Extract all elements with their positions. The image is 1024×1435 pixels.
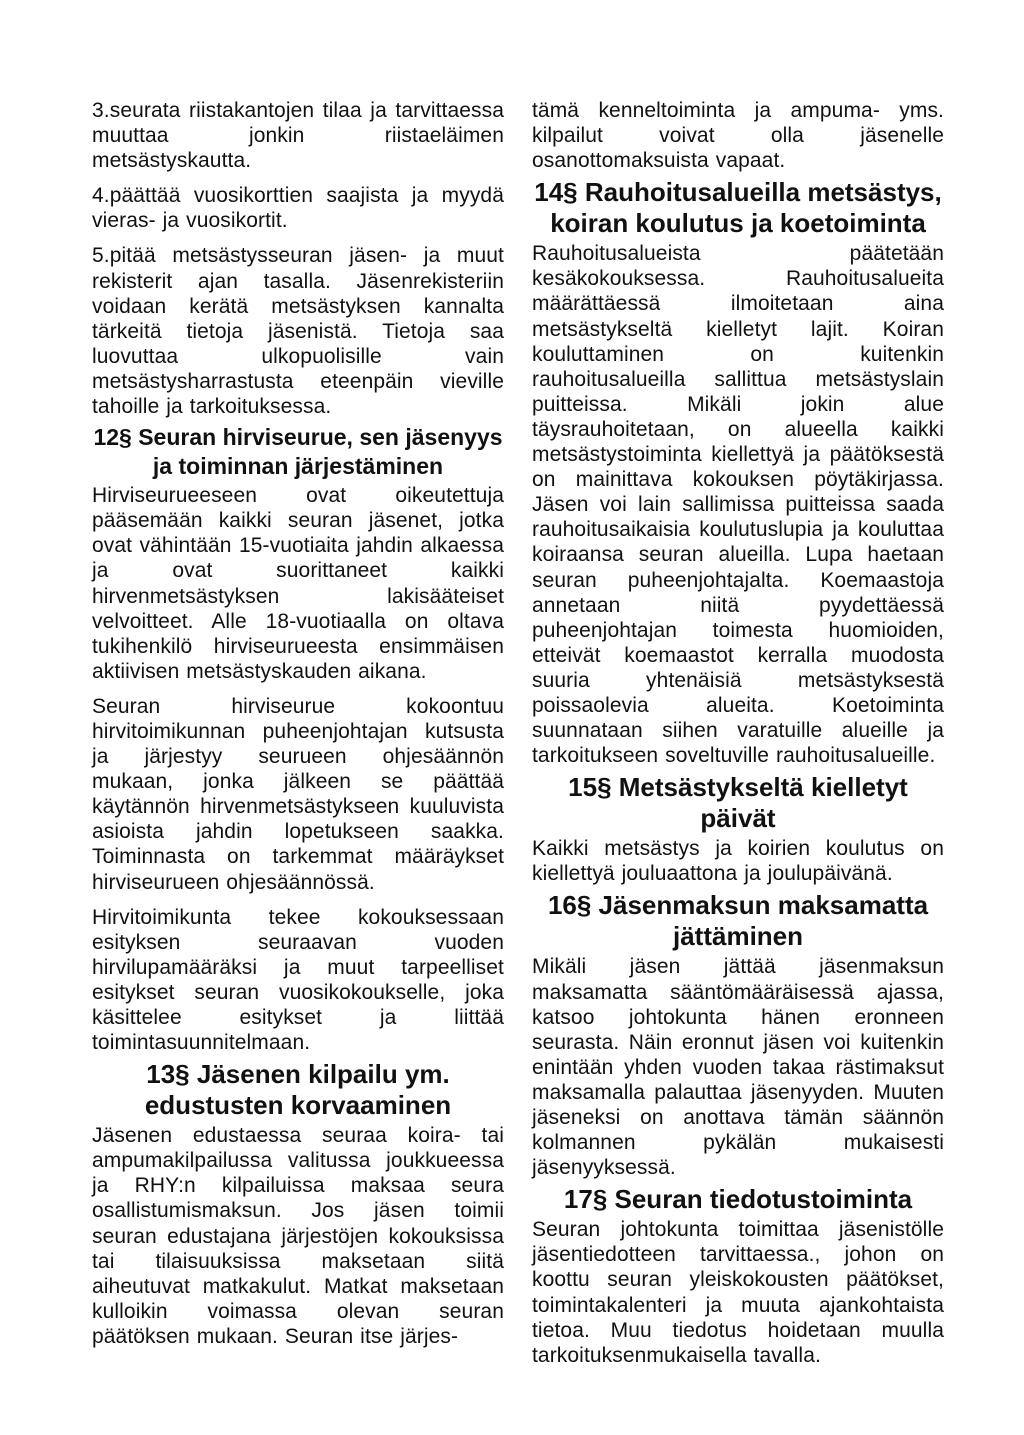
section-15-paragraph: Kaikki metsästys ja koirien koulutus on kiellettyä jouluaattona ja joulupäivänä. [532, 837, 944, 886]
section-13-paragraph: Jäsenen edustaessa seuraa koira- tai ampumakilpailussa valitussa joukkueessa ja RHY:n kilpailuissa maksaa seura osallistumismaksun. Jos jäsen toimii seuran edustajana järjestöjen kokouksissa tai tilaisuuksissa maksetaan siitä aiheutuvat matkakulut. Matkat maksetaan kulloikin voimassa olevan seuran päätöksen mukaan. Seuran itse järjes- [92, 1124, 504, 1348]
section-14-paragraph: Rauhoitusalueista päätetään kesäkokouksessa. Rauhoitusalueita määrättäessä ilmoitetaan aina metsästykseltä kielletyt lajit. Koiran kouluttaminen on kuitenkin rauhoitusalueilla sallittua metsästyslain puitteissa. Mikäli jokin alue täysrauhoitetaan, on alueella kaikki metsästystoiminta kiellettyä ja päätöksestä on mainittava kokouksen pöytäkirjassa. Jäsen voi lain sallimissa puitteissa saada rauhoitusaikaisia koulutuslupia ja kouluttaa koiraansa seuran alueilla. Lupa haetaan seuran puheenjohtajalta. Koemaastoja annetaan niitä pyydettäessä puheenjohtajan toimesta huomioiden, etteivät koemaastot kerralla muodosta suuria yhtenäisiä metsästyksestä poissaolevia alueita. Koetoiminta suunnataan siihen varatuille alueille ja tarkoitukseen soveltuville rauhoitusalueille. [532, 242, 944, 768]
item-3: 3.seurata riistakantojen tilaa ja tarvittaessa muuttaa jonkin riistaeläimen metsästyskautta. [92, 99, 504, 173]
left-column [92, 98, 504, 1349]
section-15-heading: 15§ Metsästykseltä kielletyt päivät [568, 772, 908, 834]
section-17-heading: 17§ Seuran tiedotustoiminta [563, 1184, 913, 1215]
section-13-continuation: tämä kenneltoiminta ja ampuma- yms. kilpailut voivat olla jäsenelle osanottomaksuista vapaat. [532, 99, 944, 173]
section-13-heading: 13§ Jäsenen kilpailu ym. edustusten korvaaminen [144, 1059, 452, 1121]
section-12-paragraph-1: Hirviseurueeseen ovat oikeutettuja pääsemään kaikki seuran jäsenet, jotka ovat vähintään 15-vuotiaita jahdin alkaessa ja ovat suorittaneet kaikki hirvenmetsästyksen lakisääteiset velvoitteet. Alle 18-vuotiaalla on oltava tukihenkilö hirviseurueesta ensimmäisen aktiivisen metsästyskauden aikana. [92, 484, 504, 683]
section-12-heading: 12§ Seuran hirviseurue, sen jäsenyys ja toiminnan järjestäminen [93, 424, 503, 480]
section-16-heading: 16§ Jäsenmaksun maksamatta jättäminen [547, 890, 929, 952]
section-14-heading: 14§ Rauhoitusalueilla metsästys, koiran koulutus ja koetoiminta [534, 177, 942, 239]
right-column [532, 98, 944, 1368]
section-16-paragraph: Mikäli jäsen jättää jäsenmaksun maksamatta sääntömääräisessä ajassa, katsoo johtokunta hänen eronneen seurasta. Näin eronnut jäsen voi kuitenkin enintään yhden vuoden takaa rästimaksut maksamalla palauttaa jäsenyyden. Muuten jäseneksi on anottava tämän säännön kolmannen pykälän mukaisesti jäsenyyksessä. [532, 955, 944, 1180]
section-12-paragraph-3: Hirvitoimikunta tekee kokouksessaan esityksen seuraavan vuoden hirvilupamääräksi ja muut tarpeelliset esitykset seuran vuosikokoukselle, joka käsittelee esitykset ja liittää toimintasuunnitelmaan. [92, 905, 504, 1055]
item-5: 5.pitää metsästysseuran jäsen- ja muut rekisterit ajan tasalla. Jäsenrekisteriin voidaan kerätä metsästyksen kannalta tärkeitä tietoja jäsenistä. Tietoja saa luovuttaa ulkopuolisille vain metsästysharrastusta eteenpäin vieville tahoille ja tarkoituksessa. [92, 244, 504, 419]
section-12-paragraph-2: Seuran hirviseurue kokoontuu hirvitoimikunnan puheenjohtajan kutsusta ja järjestyy seurueen ohjesäännön mukaan, jonka jälkeen se päättää käytännön hirvenmetsästykseen kuuluvista asioista jahdin lopetukseen saakka. Toiminnasta on tarkemmat määräykset hirviseurueen ohjesäännössä. [92, 694, 504, 894]
section-17-paragraph: Seuran johtokunta toimittaa jäsenistölle jäsentiedotteen tarvittaessa., johon on koottu seuran yleiskokousten päätökset, toimintakalenteri ja muuta ajankohtaista tietoa. Muu tiedotus hoidetaan muulla tarkoituksenmukaisella tavalla. [532, 1218, 944, 1367]
item-4: 4.päättää vuosikorttien saajista ja myydä vieras- ja vuosikortit. [92, 184, 504, 233]
